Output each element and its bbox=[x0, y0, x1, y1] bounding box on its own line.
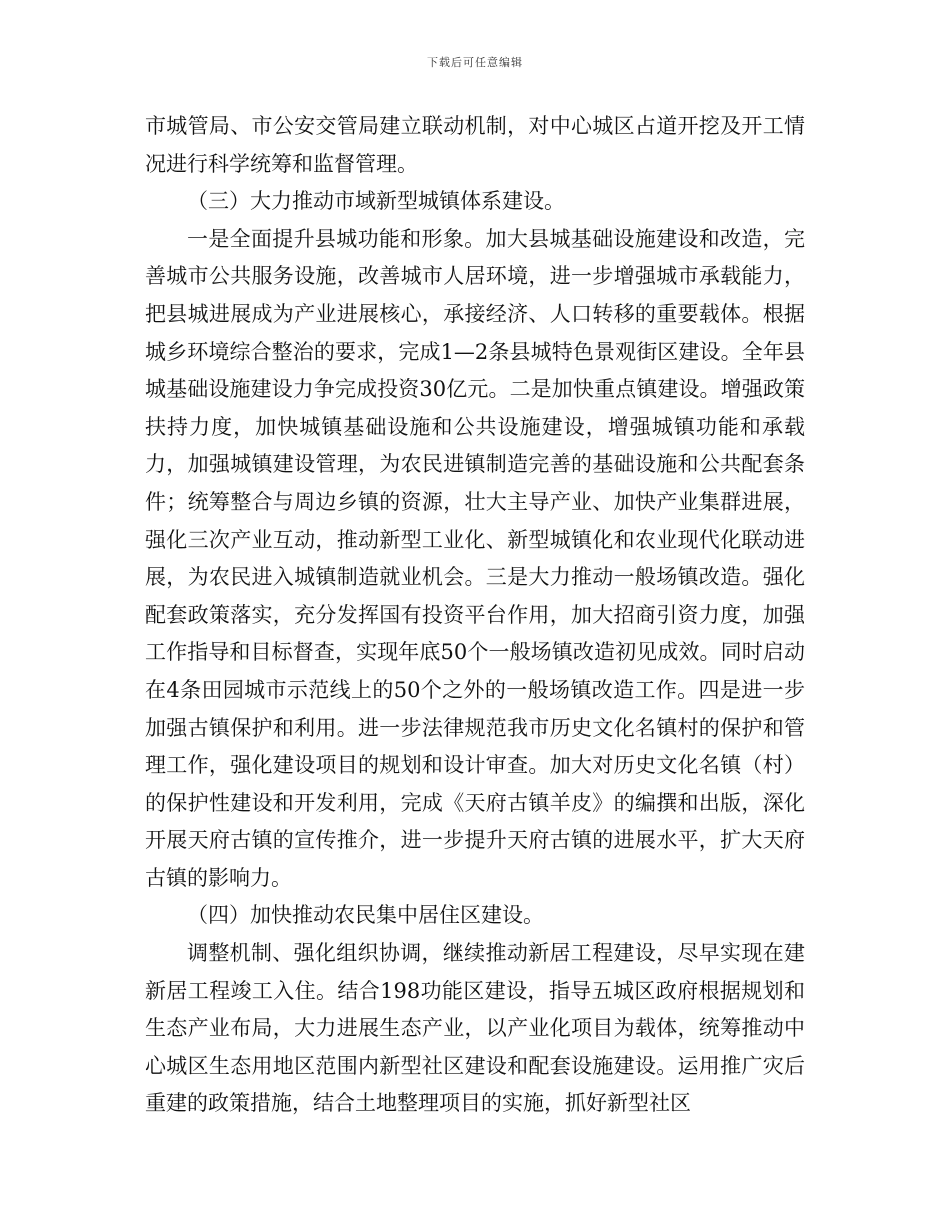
section-heading-4: （四）加快推动农民集中居住区建设。 bbox=[187, 903, 544, 928]
section-heading-3: （三）大力推动市域新型城镇体系建设。 bbox=[187, 189, 565, 214]
paragraph-farmer-housing: 调整机制、强化组织协调，继续推动新居工程建设，尽早实现在建新居工程竣工入住。结合198功能区建设，指导五城区政府根据规划和生态产业布局，大力进展生态产业，以产业化项目为载体，统筹推动中心城区生态用地区范围内新型社区建设和配套设施建设。运用推广灾后重建的政策措施，结合土地整理项目的实施，抓好新型社区 bbox=[145, 941, 805, 1116]
paragraph-continuation: 市城管局、市公安交管局建立联动机制，对中心城区占道开挖及开工情况进行科学统筹和监督管理。 bbox=[145, 114, 805, 176]
page-header: 下载后可任意编辑 bbox=[427, 56, 523, 69]
document-body bbox=[145, 108, 805, 1123]
paragraph-town-system: 一是全面提升县城功能和形象。加大县城基础设施建设和改造，完善城市公共服务设施，改善城市人居环境，进一步增强城市承载能力，把县城进展成为产业进展核心，承接经济、人口转移的重要载体。根据城乡环境综合整治的要求，完成1—2条县城特色景观街区建设。全年县城基础设施建设力争完成投资30亿元。二是加快重点镇建设。增强政策扶持力度，加快城镇基础设施和公共设施建设，增强城镇功能和承载力，加强城镇建设管理，为农民进镇制造完善的基础设施和公共配套条件；统筹整合与周边乡镇的资源，壮大主导产业、加快产业集群进展，强化三次产业互动，推动新型工业化、新型城镇化和农业现代化联动进展，为农民进入城镇制造就业机会。三是大力推动一般场镇改造。强化配套政策落实，充分发挥国有投资平台作用，加大招商引资力度，加强工作指导和目标督查，实现年底50个一般场镇改造初见成效。同时启动在4条田园城市示范线上的50个之外的一般场镇改造工作。四是进一步加强古镇保护和利用。进一步法律规范我市历史文化名镇村的保护和管理工作，强化建设项目的规划和设计审查。加大对历史文化名镇（村）的保护性建设和开发利用，完成《天府古镇羊皮》的编撰和出版，深化开展天府古镇的宣传推介，进一步提升天府古镇的进展水平，扩大天府古镇的影响力。 bbox=[145, 226, 805, 890]
